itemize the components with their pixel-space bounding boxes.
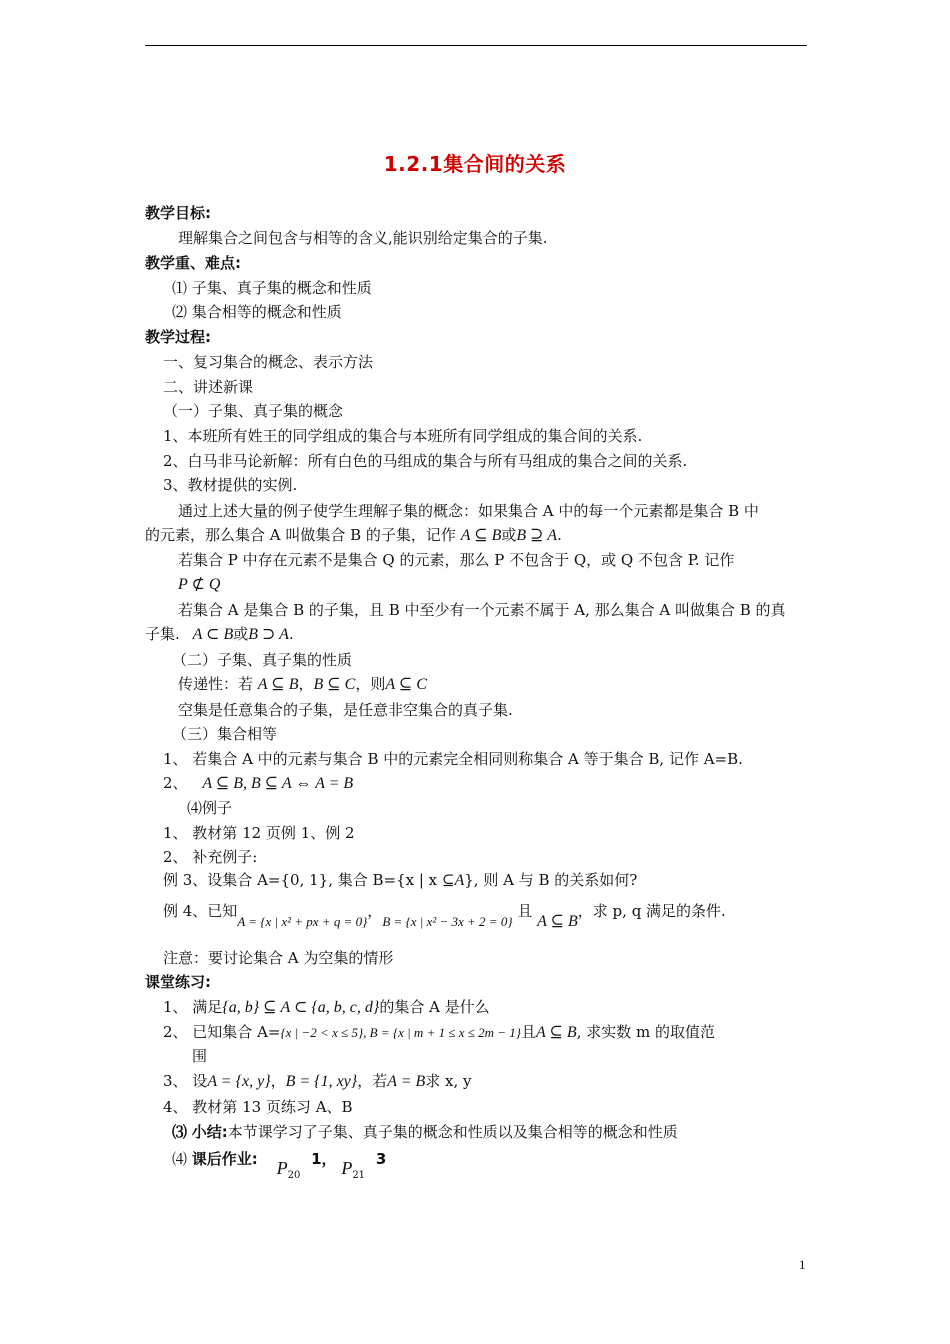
exercise-2-continuation: 围 xyxy=(192,1047,208,1065)
proper-subset-line-1: 若集合 A 是集合 B 的子集，且 B 中至少有一个元素不属于 A, 那么集合 A 叫做集合 B 的真 xyxy=(178,601,786,619)
process-line-13: （三）集合相等 xyxy=(172,725,278,743)
proper-subset-text: 子集. xyxy=(145,625,180,643)
practice-heading: 课堂练习: xyxy=(145,973,211,991)
summary-number: ⑶ xyxy=(172,1123,188,1141)
then-text: ，则 xyxy=(355,675,386,693)
page-number: 1 xyxy=(799,1257,806,1272)
period: . xyxy=(557,526,562,544)
subset-definition-line-1: 通过上述大量的例子使学生理解子集的概念：如果集合 A 中的每一个元素都是集合 B 中 xyxy=(178,502,759,520)
summary-line xyxy=(172,1122,678,1142)
subset-definition-text: 的元素，那么集合 A 叫做集合 B 的子集，记作 xyxy=(145,526,456,544)
exercise-2-formula: {x | −2 < x ≤ 5}, B = {x | m + 1 ≤ x ≤ 2m − 1} xyxy=(280,1025,521,1040)
summary-label: 小结: xyxy=(191,1123,228,1141)
if-text: ，若 xyxy=(357,1072,388,1090)
transitivity-formula-1: A ⊆ B xyxy=(257,676,299,693)
process-heading: 教学过程: xyxy=(145,328,211,346)
exercise-1-end: 的集合 A 是什么 xyxy=(379,998,490,1016)
examples-heading: ⑷例子 xyxy=(187,799,233,817)
homework-line xyxy=(172,1148,386,1188)
process-line-1: 一、复习集合的概念、表示方法 xyxy=(163,353,374,371)
and-text: 且 xyxy=(517,902,533,920)
key-heading: 教学重、难点: xyxy=(145,254,241,272)
or-text: 或 xyxy=(233,625,249,643)
process-line-3: （一）子集、真子集的概念 xyxy=(163,402,344,420)
example-4-end: ，求 p, q 满足的条件. xyxy=(577,902,726,920)
example-line-2: 2、 补充例子: xyxy=(163,848,258,866)
key-item-2: ⑵ 集合相等的概念和性质 xyxy=(172,303,342,321)
proper-subset-line-2 xyxy=(145,624,294,644)
exercise-3-formula-2: B = {1, xy} xyxy=(285,1073,358,1090)
subset-formula-2: B ⊇ A xyxy=(516,527,558,544)
exercise-4: 4、 教材第 13 页练习 A、B xyxy=(163,1098,353,1116)
equality-line-1: 1、 若集合 A 中的元素与集合 B 中的元素完全相同则称集合 A 等于集合 B, 记作 A=B. xyxy=(163,750,743,768)
page-symbol: P xyxy=(341,1158,353,1178)
page-title: 1.2.1集合间的关系 xyxy=(383,152,567,176)
transitivity-text: 传递性：若 xyxy=(178,675,254,693)
example-4-formula-1: A = {x | x² + px + q = 0} xyxy=(237,914,368,929)
homework-mid: 1， xyxy=(311,1150,337,1168)
homework-ref-1 xyxy=(277,1158,301,1186)
process-line-4: 1、本班所有姓王的同学组成的集合与本班所有同学组成的集合间的关系. xyxy=(163,427,643,445)
exercise-1 xyxy=(163,997,490,1017)
exercise-3-formula-1: A = {x, y} xyxy=(207,1073,271,1090)
process-line-10: （二）子集、真子集的性质 xyxy=(172,651,353,669)
not-subset-formula: P ⊄ Q xyxy=(178,576,221,593)
exercise-3-end: 求 x, y xyxy=(425,1072,472,1090)
process-line-5: 2、白马非马论新解：所有白色的马组成的集合与所有马组成的集合之间的关系. xyxy=(163,452,688,470)
key-item-1: ⑴ 子集、真子集的概念和性质 xyxy=(172,279,372,297)
comma: ， xyxy=(367,902,383,920)
example-4-formula-2: B = {x | x² − 3x + 2 = 0} xyxy=(382,914,513,929)
homework-number: ⑷ xyxy=(172,1150,188,1168)
proper-subset-formula-1: A ⊂ B xyxy=(192,626,234,643)
period: . xyxy=(288,625,294,643)
homework-label: 课后作业: xyxy=(191,1150,258,1168)
page-subscript: 20 xyxy=(287,1170,301,1181)
subset-formula-1: A ⊆ B xyxy=(460,527,502,544)
example-line-1: 1、 教材第 12 页例 1、例 2 xyxy=(163,824,355,842)
exercise-3-text: 3、 设 xyxy=(163,1072,208,1090)
page-symbol: P xyxy=(276,1158,288,1178)
example-3-text: 例 3、设集合 A={0, 1}, 集合 B={x | x ⊆ xyxy=(163,871,455,889)
not-subset-line-1: 若集合 P 中存在元素不是集合 Q 的元素，那么 P 不包含于 Q，或 Q 不包含 P. 记作 xyxy=(178,551,735,569)
page-subscript: 21 xyxy=(352,1170,366,1181)
header-rule xyxy=(145,45,807,46)
homework-ref-2 xyxy=(341,1158,365,1186)
and-text: 且 xyxy=(521,1023,537,1041)
process-line-6: 3、教材提供的实例. xyxy=(163,476,298,494)
comma: ， xyxy=(270,1072,286,1090)
exercise-2 xyxy=(163,1022,715,1042)
empty-set-line: 空集是任意集合的子集，是任意非空集合的真子集. xyxy=(178,701,513,719)
exercise-3-formula-3: A = B xyxy=(387,1073,426,1090)
exercise-2-end: , 求实数 m 的取值范 xyxy=(576,1023,715,1041)
subset-definition-line-2 xyxy=(145,525,562,545)
exercise-2-formula-2: A ⊆ B xyxy=(536,1024,577,1041)
exercise-2-text: 2、 已知集合 A= xyxy=(163,1023,281,1041)
example-4-text: 例 4、已知 xyxy=(163,902,238,920)
goal-text: 理解集合之间包含与相等的含义,能识别给定集合的子集. xyxy=(178,229,548,247)
comma: ， xyxy=(298,675,314,693)
example-4-formula-3: A ⊆ B xyxy=(537,913,578,930)
transitivity-formula-3: A ⊆ C xyxy=(385,676,427,693)
equality-formula: A ⊆ B, B ⊆ A ⇔ A = B xyxy=(202,775,354,792)
homework-end: 3 xyxy=(375,1150,387,1168)
equality-line-2 xyxy=(163,773,353,793)
exercise-3 xyxy=(163,1071,472,1091)
goal-heading: 教学目标: xyxy=(145,204,211,222)
exercise-1-formula: {a, b} ⊆ A ⊂ {a, b, c, d} xyxy=(222,999,380,1016)
example-4-line xyxy=(163,901,726,930)
example-3-end: }, 则 A 与 B 的关系如何? xyxy=(464,871,638,889)
or-text: 或 xyxy=(501,526,517,544)
transitivity-formula-2: B ⊆ C xyxy=(313,676,356,693)
example-3-formula: A xyxy=(454,872,465,889)
item-number: 2、 xyxy=(163,774,188,792)
example-3-line xyxy=(163,870,637,890)
note-line: 注意：要讨论集合 A 为空集的情形 xyxy=(163,949,394,967)
summary-text: 本节课学习了子集、真子集的概念和性质以及集合相等的概念和性质 xyxy=(227,1123,678,1141)
exercise-1-text: 1、 满足 xyxy=(163,998,223,1016)
transitivity-line xyxy=(178,674,427,694)
proper-subset-formula-2: B ⊃ A xyxy=(248,626,289,643)
process-line-2: 二、讲述新课 xyxy=(163,378,254,396)
